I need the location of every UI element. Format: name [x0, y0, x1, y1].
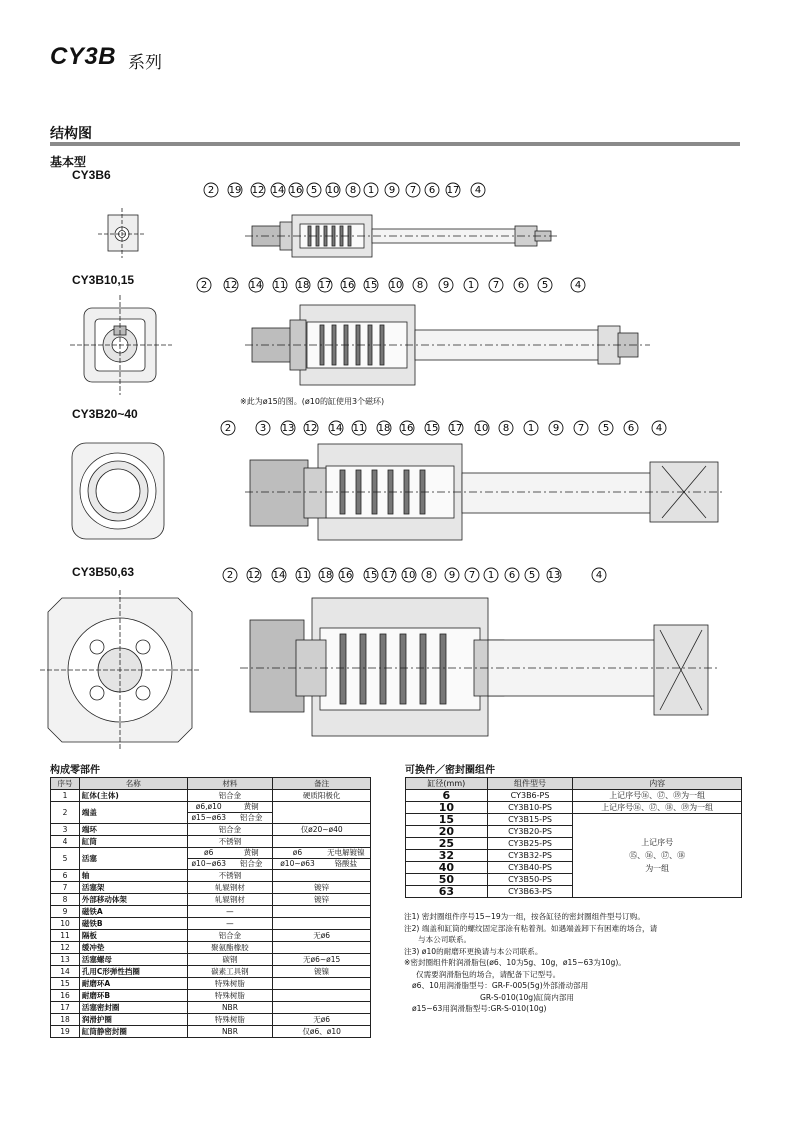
kit-model: CY3B15-PS	[487, 814, 573, 826]
svg-text:6: 6	[517, 280, 525, 291]
svg-text:18: 18	[296, 280, 310, 291]
footnote-line: ø6、10用润滑脂型号：GR-F-005(5g)外部滑动部用	[412, 981, 589, 990]
svg-text:8: 8	[416, 280, 424, 291]
part-material: 铝合金	[187, 790, 273, 802]
callout-bubble	[549, 421, 563, 435]
svg-text:16: 16	[289, 185, 303, 196]
callout-bubble	[382, 568, 396, 582]
callout-bubble	[465, 568, 479, 582]
kit-model: CY3B20-PS	[487, 826, 573, 838]
svg-text:11: 11	[296, 570, 310, 581]
part-material: 聚氨酯橡胶	[187, 942, 273, 954]
svg-text:7: 7	[468, 570, 476, 581]
part-material: 轧辊钢材	[187, 882, 273, 894]
svg-text:8: 8	[502, 423, 510, 434]
svg-text:1: 1	[467, 280, 475, 291]
svg-text:5: 5	[528, 570, 536, 581]
svg-text:18: 18	[319, 570, 333, 581]
callout-bubble	[484, 568, 498, 582]
part-material: —	[187, 918, 273, 930]
part-no: 18	[51, 1014, 80, 1026]
svg-text:14: 14	[271, 185, 285, 196]
svg-text:2: 2	[224, 423, 232, 434]
callout-bubble	[289, 183, 303, 197]
part-no: 19	[51, 1026, 80, 1038]
svg-text:9: 9	[388, 185, 396, 196]
part-material: —	[187, 906, 273, 918]
svg-text:9: 9	[448, 570, 456, 581]
callout-bubble	[400, 421, 414, 435]
svg-text:15: 15	[364, 570, 378, 581]
svg-text:15: 15	[425, 423, 439, 434]
part-remark	[273, 1002, 371, 1014]
callout-bubble	[475, 421, 489, 435]
table-row	[406, 790, 742, 802]
svg-text:14: 14	[329, 423, 343, 434]
svg-text:7: 7	[577, 423, 585, 434]
part-remark	[273, 906, 371, 918]
callout-bubble	[346, 183, 360, 197]
svg-text:12: 12	[304, 423, 318, 434]
part-no: 10	[51, 918, 80, 930]
callout-bubble	[413, 278, 427, 292]
part-remark: 无ø6	[273, 1014, 371, 1026]
svg-text:6: 6	[428, 185, 436, 196]
svg-text:4: 4	[574, 280, 582, 291]
callout-bubble	[471, 183, 485, 197]
header-no: 序号	[51, 778, 80, 790]
kit-bore: 50	[406, 874, 488, 886]
part-remark: 仅ø20~ø40	[273, 824, 371, 836]
callout-bubble	[307, 183, 321, 197]
table-row	[51, 930, 371, 942]
callout-bubble	[446, 183, 460, 197]
kit-bore: 63	[406, 886, 488, 898]
header-kit-model: 组件型号	[487, 778, 573, 790]
callout-bubble	[445, 568, 459, 582]
callout-bubble	[364, 278, 378, 292]
svg-text:16: 16	[341, 280, 355, 291]
svg-text:16: 16	[339, 570, 353, 581]
svg-text:11: 11	[273, 280, 287, 291]
part-name: 耐磨环B	[79, 990, 187, 1002]
footnote-line: 仅需要润滑脂包的场合，请配备下记型号。	[416, 969, 561, 979]
footnote-line: 注3) ø10的耐磨环更换请与本公司联系。	[404, 946, 543, 956]
svg-text:2: 2	[226, 570, 234, 581]
kit-model: CY3B25-PS	[487, 838, 573, 850]
svg-text:8: 8	[349, 185, 357, 196]
kits-table	[405, 777, 742, 898]
part-no: 3	[51, 824, 80, 836]
callout-bubble	[389, 278, 403, 292]
svg-text:4: 4	[655, 423, 663, 434]
callout-bubble	[538, 278, 552, 292]
part-remark: 镀锌	[273, 894, 371, 906]
footnote-line: ※密封圈组件附润滑脂包(ø6、10为5g、10g，ø15~63为10g)。	[404, 958, 626, 967]
kit-model: CY3B10-PS	[487, 802, 573, 814]
table-row	[51, 836, 371, 848]
footnote-line: 注1) 密封圈组件序号15~19为一组，按各缸径的密封圈组件型号订购。	[404, 912, 645, 921]
table-row	[51, 990, 371, 1002]
part-no: 13	[51, 954, 80, 966]
svg-text:1: 1	[487, 570, 495, 581]
part-name: 外部移动体架	[79, 894, 187, 906]
part-remark	[273, 942, 371, 954]
part-remark: 镀锌	[273, 882, 371, 894]
callout-bubble	[505, 568, 519, 582]
callout-bubble	[223, 568, 237, 582]
svg-text:10: 10	[326, 185, 340, 196]
part-name: 孔用C形弹性挡圈	[79, 966, 187, 978]
part-material: 铝合金	[187, 930, 273, 942]
svg-text:1: 1	[367, 185, 375, 196]
callout-bubble	[304, 421, 318, 435]
kit-bore: 40	[406, 862, 488, 874]
series-model: CY3B	[50, 43, 117, 70]
svg-text:12: 12	[247, 570, 261, 581]
drawing-note: ※此为ø15的图。(ø10的缸使用3个磁环)	[240, 397, 385, 406]
table-row	[51, 1026, 371, 1038]
svg-text:10: 10	[389, 280, 403, 291]
part-no: 6	[51, 870, 80, 882]
part-name: 缓冲垫	[79, 942, 187, 954]
table-row	[51, 824, 371, 836]
kit-model: CY3B63-PS	[487, 886, 573, 898]
kit-content: 上记序号⑯、⑰、⑲为一组	[573, 790, 742, 802]
table-row	[51, 966, 371, 978]
kit-bore: 25	[406, 838, 488, 850]
kit-content-group: 上记序号 ⑮、⑯、⑰、⑱ 为一组	[573, 814, 742, 898]
callout-bubble	[624, 421, 638, 435]
callout-bubble	[228, 183, 242, 197]
table-row	[51, 942, 371, 954]
part-name: 耐磨环A	[79, 978, 187, 990]
part-name: 缸筒	[79, 836, 187, 848]
callout-bubble	[271, 183, 285, 197]
callout-bubble	[341, 278, 355, 292]
callout-bubble	[599, 421, 613, 435]
callout-bubble	[221, 421, 235, 435]
part-name: 活塞螺母	[79, 954, 187, 966]
kit-bore: 15	[406, 814, 488, 826]
part-no: 16	[51, 990, 80, 1002]
part-remark: 硬质阳极化	[273, 790, 371, 802]
svg-text:2: 2	[207, 185, 215, 196]
callout-bubble	[197, 278, 211, 292]
callout-bubble	[224, 278, 238, 292]
table-row	[51, 790, 371, 802]
part-no: 15	[51, 978, 80, 990]
callout-bubble	[319, 568, 333, 582]
table-row	[406, 802, 742, 814]
table-row	[51, 882, 371, 894]
part-remark: 仅ø6、ø10	[273, 1026, 371, 1038]
part-name: 磁铁B	[79, 918, 187, 930]
part-remark	[273, 802, 371, 824]
footnote-line: GR-S-010(10g)缸筒内部用	[480, 992, 575, 1002]
callout-bubble	[377, 421, 391, 435]
part-no: 12	[51, 942, 80, 954]
part-material: ø6 黄铜 ø10~ø63 铝合金	[187, 848, 273, 870]
part-material: 特殊树脂	[187, 1014, 273, 1026]
svg-text:13: 13	[547, 570, 561, 581]
part-remark: ø6 无电解镀镍 ø10~ø63 铬酸盐	[273, 848, 371, 870]
svg-text:6: 6	[508, 570, 516, 581]
callout-bubble	[514, 278, 528, 292]
part-name: 润滑护圈	[79, 1014, 187, 1026]
part-material: 铝合金	[187, 824, 273, 836]
part-material: 不锈钢	[187, 836, 273, 848]
header-name: 名称	[79, 778, 187, 790]
footnote-line: 与本公司联系。	[418, 935, 472, 944]
part-no: 11	[51, 930, 80, 942]
svg-text:3: 3	[259, 423, 267, 434]
table-row	[406, 814, 742, 826]
svg-text:6: 6	[627, 423, 635, 434]
part-remark	[273, 990, 371, 1002]
svg-text:17: 17	[446, 185, 460, 196]
kit-model: CY3B40-PS	[487, 862, 573, 874]
callout-bubble	[406, 183, 420, 197]
svg-text:4: 4	[595, 570, 603, 581]
svg-text:19: 19	[228, 185, 242, 196]
header-bore: 缸径(mm)	[406, 778, 488, 790]
table-row	[51, 848, 371, 870]
kit-bore: 20	[406, 826, 488, 838]
callout-bubble	[326, 183, 340, 197]
callout-bubble	[489, 278, 503, 292]
callout-bubble	[296, 278, 310, 292]
callout-bubble	[256, 421, 270, 435]
section-subtitle: 基本型	[50, 155, 87, 169]
kits-table-title: 可换件／密封圈组件	[405, 765, 495, 776]
table-row	[51, 1002, 371, 1014]
series-suffix: 系列	[128, 53, 162, 73]
svg-text:10: 10	[402, 570, 416, 581]
svg-text:17: 17	[318, 280, 332, 291]
part-remark	[273, 836, 371, 848]
callout-bubble	[425, 421, 439, 435]
part-material: NBR	[187, 1026, 273, 1038]
part-name: 端盖	[79, 802, 187, 824]
svg-text:14: 14	[249, 280, 263, 291]
part-name: 隔板	[79, 930, 187, 942]
part-no: 2	[51, 802, 80, 824]
table-row	[51, 894, 371, 906]
kit-content: 上记序号⑯、⑰、⑱、⑲为一组	[573, 802, 742, 814]
drawing-label-cy3b6: CY3B6	[72, 168, 111, 182]
svg-text:9: 9	[442, 280, 450, 291]
callout-bubble	[425, 183, 439, 197]
svg-text:5: 5	[602, 423, 610, 434]
svg-text:5: 5	[310, 185, 318, 196]
part-material: ø6,ø10 黄铜 ø15~ø63 铝合金	[187, 802, 273, 824]
callout-bubble	[402, 568, 416, 582]
header-material: 材料	[187, 778, 273, 790]
callout-bubble	[249, 278, 263, 292]
part-material: 不锈钢	[187, 870, 273, 882]
svg-text:12: 12	[251, 185, 265, 196]
table-row	[51, 954, 371, 966]
part-remark: 无ø6	[273, 930, 371, 942]
svg-text:7: 7	[409, 185, 417, 196]
part-name: 活塞架	[79, 882, 187, 894]
part-remark: 镀镍	[273, 966, 371, 978]
footnote-line: ø15~63用润滑脂型号:GR-S-010(10g)	[412, 1004, 547, 1013]
part-name: 缸筒静密封圈	[79, 1026, 187, 1038]
table-row	[51, 802, 371, 824]
table-row	[51, 918, 371, 930]
svg-text:17: 17	[382, 570, 396, 581]
callout-bubble	[204, 183, 218, 197]
callout-bubble	[318, 278, 332, 292]
svg-text:11: 11	[352, 423, 366, 434]
part-material: 碳素工具钢	[187, 966, 273, 978]
part-no: 1	[51, 790, 80, 802]
parts-table	[50, 777, 371, 1038]
svg-text:15: 15	[364, 280, 378, 291]
part-material: 轧辊钢材	[187, 894, 273, 906]
part-material: 特殊树脂	[187, 978, 273, 990]
parts-table-title: 构成零部件	[50, 765, 100, 776]
svg-text:1: 1	[527, 423, 535, 434]
callout-bubble	[273, 278, 287, 292]
parts-header-row	[51, 778, 371, 790]
callout-bubble	[449, 421, 463, 435]
section-title: 结构图	[50, 126, 92, 142]
callout-bubble	[499, 421, 513, 435]
kit-bore: 10	[406, 802, 488, 814]
callout-bubble	[525, 568, 539, 582]
svg-text:10: 10	[475, 423, 489, 434]
part-material: 碳钢	[187, 954, 273, 966]
part-name: 活塞	[79, 848, 187, 870]
part-no: 17	[51, 1002, 80, 1014]
part-no: 14	[51, 966, 80, 978]
callout-bubble	[422, 568, 436, 582]
callout-bubble	[571, 278, 585, 292]
callout-bubble	[574, 421, 588, 435]
part-no: 7	[51, 882, 80, 894]
svg-text:14: 14	[272, 570, 286, 581]
table-row	[51, 870, 371, 882]
callout-bubble	[385, 183, 399, 197]
svg-text:2: 2	[200, 280, 208, 291]
header-content: 内容	[573, 778, 742, 790]
kit-model: CY3B6-PS	[487, 790, 573, 802]
part-material: NBR	[187, 1002, 273, 1014]
svg-text:5: 5	[541, 280, 549, 291]
callout-bubble	[652, 421, 666, 435]
drawing-label-cy3b10-15: CY3B10,15	[72, 273, 135, 287]
part-no: 9	[51, 906, 80, 918]
callout-bubble	[272, 568, 286, 582]
table-row	[51, 978, 371, 990]
kit-model: CY3B50-PS	[487, 874, 573, 886]
part-no: 4	[51, 836, 80, 848]
svg-text:16: 16	[400, 423, 414, 434]
svg-text:4: 4	[474, 185, 482, 196]
table-row	[51, 1014, 371, 1026]
part-no: 8	[51, 894, 80, 906]
callout-bubble	[329, 421, 343, 435]
part-name: 磁铁A	[79, 906, 187, 918]
callout-bubble	[364, 568, 378, 582]
callout-bubble	[251, 183, 265, 197]
callout-bubble	[296, 568, 310, 582]
part-remark	[273, 978, 371, 990]
kit-bore: 6	[406, 790, 488, 802]
part-material: 特殊树脂	[187, 990, 273, 1002]
drawing-label-cy3b20-40: CY3B20~40	[72, 407, 138, 421]
svg-text:9: 9	[552, 423, 560, 434]
kit-bore: 32	[406, 850, 488, 862]
header-remark: 备注	[273, 778, 371, 790]
svg-text:7: 7	[492, 280, 500, 291]
table-row	[51, 906, 371, 918]
callout-bubble	[464, 278, 478, 292]
drawing-label-cy3b50-63: CY3B50,63	[72, 565, 135, 579]
svg-text:17: 17	[449, 423, 463, 434]
callout-bubble	[339, 568, 353, 582]
callout-bubble	[247, 568, 261, 582]
part-name: 端环	[79, 824, 187, 836]
callout-bubble	[547, 568, 561, 582]
part-name: 活塞密封圈	[79, 1002, 187, 1014]
svg-text:13: 13	[281, 423, 295, 434]
kits-header-row	[406, 778, 742, 790]
part-remark	[273, 918, 371, 930]
part-remark	[273, 870, 371, 882]
callout-bubble	[524, 421, 538, 435]
part-name: 轴	[79, 870, 187, 882]
part-name: 缸体(主体)	[79, 790, 187, 802]
footnote-line: 注2) 端盖和缸筒的螺纹固定部涂有粘着剂。如遇端盖卸下有困难的场合，请	[404, 923, 658, 933]
svg-text:8: 8	[425, 570, 433, 581]
callout-bubble	[281, 421, 295, 435]
svg-text:18: 18	[377, 423, 391, 434]
callout-bubble	[352, 421, 366, 435]
callout-bubble	[592, 568, 606, 582]
callout-bubble	[364, 183, 378, 197]
callout-bubble	[439, 278, 453, 292]
part-no: 5	[51, 848, 80, 870]
svg-text:12: 12	[224, 280, 238, 291]
kit-model: CY3B32-PS	[487, 850, 573, 862]
part-remark: 无ø6~ø15	[273, 954, 371, 966]
